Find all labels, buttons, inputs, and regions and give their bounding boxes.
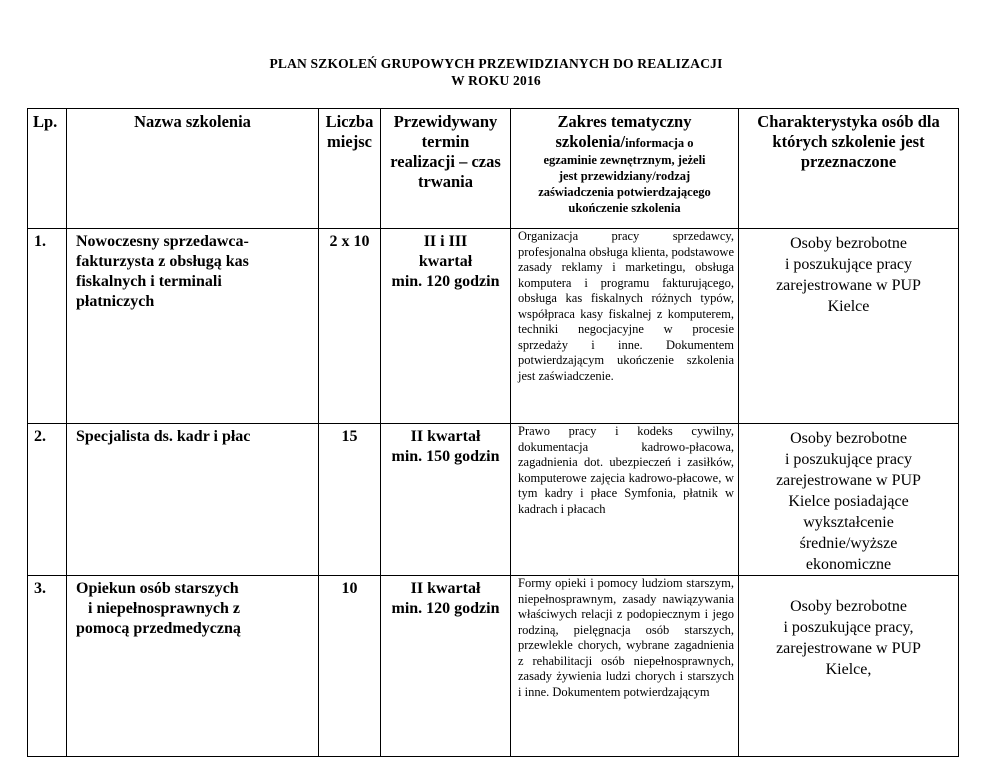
table-header-row (28, 109, 959, 229)
row-zakres: Organizacja pracy sprzedawcy, profesjonalna obsługa klienta, podstawowe zasady reklamy i marketingu, obsługa komputera i programu fakturującego, obsługa kas fiskalnych różnych typów, współpraca kasy fiskalnej z komputerem, techniki negocjacyjne w procesie sprzedaży i inne. Dokumentem potwierdzającym ukończenie szkolenia jest zaświadczenie. (511, 229, 739, 424)
header-termin-line: Przewidywany (393, 112, 498, 131)
header-charakterystyka-line: przeznaczone (800, 152, 897, 171)
row-charakterystyka-line: średnie/wyższe (799, 535, 898, 552)
row-charakterystyka-line: ekonomiczne (805, 556, 892, 573)
header-zakres-line: szkolenia/ (555, 132, 626, 151)
row-charakterystyka-line: i poszukujące pracy (784, 256, 913, 273)
row-lp: 1. (28, 229, 67, 424)
row-termin (381, 229, 511, 424)
row-zakres: Formy opieki i pomocy ludziom starszym, niepełnosprawnym, zasady nawiązywania właściwych relacji z podopiecznym i jego rodziną, pielęgnacja osób starszych, przewlekle chorych, wybrane zagadnienia z rehabilitacji osób niepełnosprawnych, zasady żywienia ludzi chorych i starszych i inne. Dokumentem potwierdzającym (511, 576, 739, 757)
row-nazwa-line: pomocą przedmedyczną (76, 620, 241, 637)
header-termin-line: termin (421, 132, 470, 151)
header-zakres-small: jest przewidziany/rodzaj (558, 169, 691, 183)
row-nazwa-line: Specjalista ds. kadr i płac (76, 428, 251, 445)
row-charakterystyka (739, 229, 959, 424)
row-charakterystyka-line: Kielce posiadające (788, 493, 909, 510)
row-termin-line: min. 120 godzin (391, 600, 500, 617)
row-lp: 2. (28, 424, 67, 576)
header-liczba-line: Liczba (325, 112, 374, 131)
header-zakres (511, 109, 739, 229)
header-liczba-line: miejsc (327, 132, 372, 151)
header-zakres-line: Zakres tematyczny (557, 112, 692, 131)
header-termin-line: trwania (418, 172, 473, 191)
row-charakterystyka-line: Osoby bezrobotne (790, 430, 907, 447)
row-zakres: Prawo pracy i kodeks cywilny, dokumentacja kadrowo-płacowa, zagadnienia dot. ubezpieczeń i zasiłków, komputerowe zajęcia kadrowo-płacowe, w tym kadry i płace Symfonia, płatnik w kadrach i płacach (511, 424, 739, 576)
row-nazwa-line: fiskalnych i terminali (76, 273, 222, 290)
header-nazwa: Nazwa szkolenia (67, 109, 319, 229)
header-termin (381, 109, 511, 229)
row-nazwa (67, 229, 319, 424)
training-plan-table (27, 108, 959, 757)
header-zakres-small: egzaminie zewnętrznym, jeżeli (543, 153, 706, 167)
row-termin-line: kwartał (418, 253, 473, 270)
title-line-2: W ROKU 2016 (451, 73, 541, 88)
row-charakterystyka-line: wykształcenie (803, 514, 894, 531)
row-charakterystyka-line: Osoby bezrobotne (790, 598, 907, 615)
row-charakterystyka-line: zarejestrowane w PUP (776, 472, 921, 489)
row-charakterystyka-line: i poszukujące pracy, (783, 619, 914, 636)
header-lp: Lp. (28, 109, 67, 229)
row-nazwa (67, 576, 319, 757)
row-charakterystyka-line: zarejestrowane w PUP (776, 640, 921, 657)
row-lp: 3. (28, 576, 67, 757)
row-termin-line: min. 120 godzin (391, 273, 500, 290)
row-nazwa-line: płatniczych (76, 293, 155, 310)
header-charakterystyka-line: Charakterystyka osób dla (757, 112, 940, 131)
row-liczba: 10 (319, 576, 381, 757)
row-charakterystyka-line: zarejestrowane w PUP (776, 277, 921, 294)
row-termin-line: II kwartał (410, 580, 481, 597)
header-liczba (319, 109, 381, 229)
row-charakterystyka (739, 424, 959, 576)
header-termin-line: realizacji – czas (390, 152, 501, 171)
header-zakres-small: informacja o (625, 136, 694, 150)
header-zakres-small: zaświadczenia potwierdzającego (538, 185, 711, 199)
row-liczba: 2 x 10 (319, 229, 381, 424)
row-charakterystyka-line: i poszukujące pracy (784, 451, 913, 468)
row-nazwa-line: Opiekun osób starszych (76, 580, 239, 597)
header-zakres-small: ukończenie szkolenia (568, 201, 681, 215)
row-charakterystyka-line: Kielce, (825, 661, 872, 678)
row-nazwa (67, 424, 319, 576)
row-nazwa-line: fakturzysta z obsługą kas (76, 253, 249, 270)
row-charakterystyka-line: Osoby bezrobotne (790, 235, 907, 252)
row-nazwa-line: Nowoczesny sprzedawca- (76, 233, 249, 250)
row-liczba: 15 (319, 424, 381, 576)
row-termin-line: min. 150 godzin (391, 448, 500, 465)
table-row (28, 229, 959, 424)
table-row (28, 576, 959, 757)
row-termin-line: II i III (423, 233, 468, 250)
row-termin (381, 424, 511, 576)
header-charakterystyka (739, 109, 959, 229)
table-row (28, 424, 959, 576)
row-charakterystyka (739, 576, 959, 757)
row-termin-line: II kwartał (410, 428, 481, 445)
row-termin (381, 576, 511, 757)
header-charakterystyka-line: których szkolenie jest (772, 132, 925, 151)
row-charakterystyka-line: Kielce (827, 298, 870, 315)
document-title (0, 55, 992, 89)
title-line-1: PLAN SZKOLEŃ GRUPOWYCH PRZEWIDZIANYCH DO REALIZACJI (269, 56, 723, 71)
row-nazwa-line: i niepełnosprawnych z (88, 600, 241, 617)
